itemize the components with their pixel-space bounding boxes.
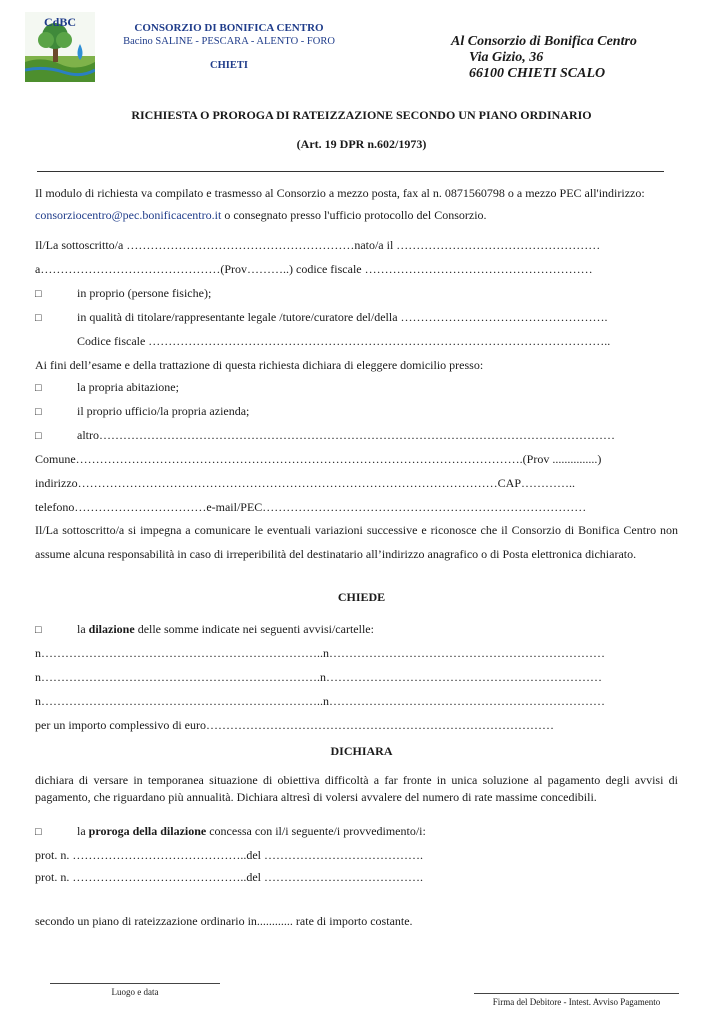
- dichiara-heading: DICHIARA: [330, 744, 393, 758]
- org-basin: Bacino SALINE - PESCARA - ALENTO - FORO: [123, 36, 335, 47]
- avviso-row-1[interactable]: n……………………………………………………………..n……………………………………………………………: [35, 646, 605, 660]
- checkbox-abitazione[interactable]: □: [35, 382, 42, 394]
- impegno-paragraph: Il/La sottoscritto/a si impegna a comunicare le eventuali variazioni successive e riconosce che il Consorzio di Bonifica Centro non assume alcuna responsabilità in caso di irreperibilità del destinatario all’indirizzo anagrafico o di Posta elettronica dichiarato.: [35, 523, 678, 561]
- pec-email-link[interactable]: consorziocentro@pec.bonificacentro.it: [35, 208, 222, 222]
- org-city: CHIETI: [210, 60, 248, 71]
- field-prot-1[interactable]: prot. n. ……………………………………..del ………………………………….: [35, 848, 423, 862]
- address-line-1: Al Consorzio di Bonifica Centro: [451, 34, 637, 49]
- address-line-2: Via Gizio, 36: [469, 50, 544, 65]
- luogo-data-line[interactable]: [50, 983, 220, 984]
- address-line-3: 66100 CHIETI SCALO: [469, 66, 606, 81]
- logo-lettering: CdBC: [43, 15, 77, 29]
- avviso-row-2[interactable]: n…………………………………………………………….n……………………………………………………………: [35, 670, 602, 684]
- option-proroga: la proroga della dilazione concessa con il/i seguente/i provvedimento/i:: [77, 824, 426, 838]
- option-in-proprio: in proprio (persone fisiche);: [77, 286, 212, 300]
- avviso-row-3[interactable]: n……………………………………………………………..n……………………………………………………………: [35, 694, 605, 708]
- checkbox-dilazione[interactable]: □: [35, 624, 42, 636]
- luogo-data-label: Luogo e data: [111, 987, 159, 997]
- checkbox-altro[interactable]: □: [35, 430, 42, 442]
- option-titolare[interactable]: in qualità di titolare/rappresentante legale /tutore/curatore del/della …………………………………………….: [77, 310, 608, 324]
- consortium-logo: [25, 12, 95, 82]
- field-codice-fiscale[interactable]: Codice fiscale ……………………………………………………………………………………………………..: [77, 334, 611, 348]
- option-abitazione: la propria abitazione;: [77, 380, 179, 394]
- field-indirizzo[interactable]: indirizzo……………………………………………………………………………………………CAP…………..: [35, 476, 575, 490]
- domicilio-text: Ai fini dell’esame e della trattazione di questa richiesta dichiara di eleggere domicilio presso:: [35, 358, 484, 372]
- option-altro[interactable]: altro…………………………………………………………………………………………………………………: [77, 428, 615, 442]
- intro-line-2: consorziocentro@pec.bonificacentro.it o consegnato presso l'ufficio protocollo del Consorzio.: [35, 208, 487, 222]
- field-numero-rate[interactable]: secondo un piano di rateizzazione ordinario in............ rate di importo costante.: [35, 914, 413, 928]
- checkbox-proroga[interactable]: □: [35, 826, 42, 838]
- checkbox-in-proprio[interactable]: □: [35, 288, 42, 300]
- field-sottoscritto[interactable]: Il/La sottoscritto/a …………………………………………………nato/a il ……………………………………………: [35, 238, 601, 252]
- field-luogo-nascita[interactable]: a………………………………………(Prov………..) codice fiscale …………………………………………………: [35, 262, 593, 276]
- field-telefono-email[interactable]: telefono……………………………e-mail/PEC………………………………………………………………………: [35, 500, 587, 514]
- field-comune[interactable]: Comune………………………………………………………………………………………………….(Prov ...............): [35, 452, 602, 466]
- dichiara-paragraph: dichiara di versare in temporanea situazione di obiettiva difficoltà a far fronte in unica soluzione al pagamento degli avvisi di pagamento, che riguardano più annualità. Dichiara altresì di volersi avvalere del numero di rate massime concedibili.: [35, 773, 678, 804]
- checkbox-ufficio[interactable]: □: [35, 406, 42, 418]
- firma-label: Firma del Debitore - Intest. Avviso Pagamento: [492, 997, 661, 1007]
- field-importo[interactable]: per un importo complessivo di euro……………………………………………………………………………: [35, 718, 554, 732]
- document-subtitle: (Art. 19 DPR n.602/1973): [296, 137, 427, 151]
- org-name: CONSORZIO DI BONIFICA CENTRO: [134, 22, 324, 34]
- intro-line-1: Il modulo di richiesta va compilato e trasmesso al Consorzio a mezzo posta, fax al n. 0871560798 o a mezzo PEC all'indirizzo:: [35, 186, 645, 200]
- option-ufficio: il proprio ufficio/la propria azienda;: [77, 404, 250, 418]
- option-dilazione: la dilazione delle somme indicate nei seguenti avvisi/cartelle:: [77, 622, 374, 636]
- firma-line[interactable]: [474, 993, 679, 994]
- header-divider: [37, 171, 664, 172]
- field-prot-2[interactable]: prot. n. ……………………………………..del ………………………………….: [35, 870, 423, 884]
- checkbox-titolare[interactable]: □: [35, 312, 42, 324]
- chiede-heading: CHIEDE: [337, 590, 386, 604]
- document-title: RICHIESTA O PROROGA DI RATEIZZAZIONE SECONDO UN PIANO ORDINARIO: [131, 108, 592, 122]
